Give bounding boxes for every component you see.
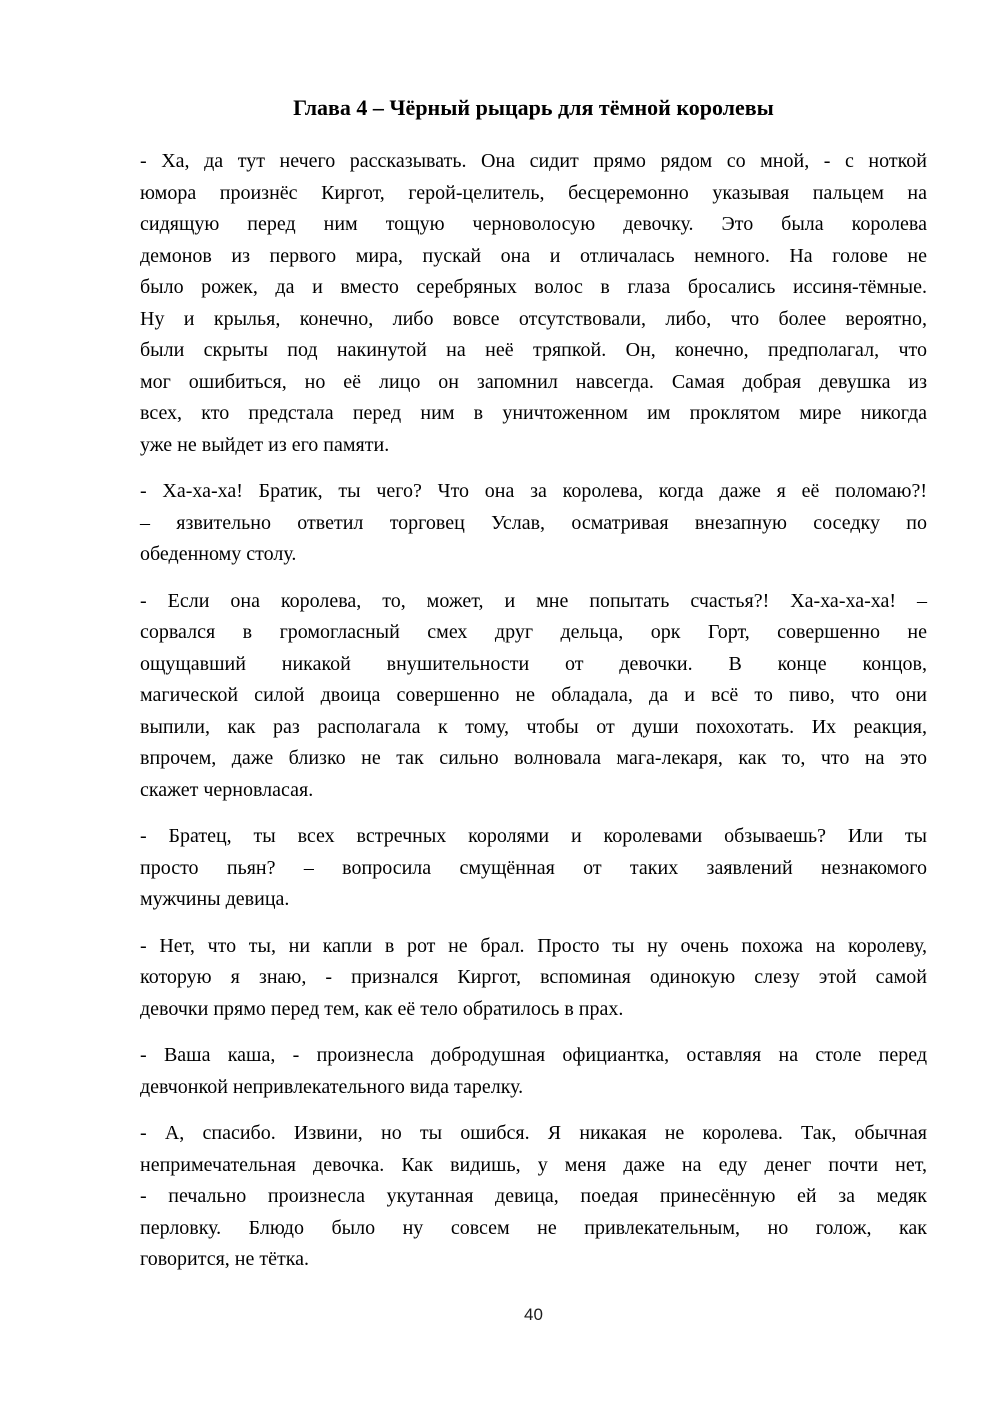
text-line: - Ха-ха-ха! Братик, ты чего? Что она за королева, когда даже я её поломаю?! <box>140 480 927 502</box>
text-line: уже не выйдет из его памяти. <box>140 433 390 456</box>
text-line: сорвался в громогласный смех друг дельца, орк Горт, совершенно не <box>140 621 927 643</box>
text-line: впрочем, даже близко не так сильно волновала мага-лекаря, как то, что на это <box>140 747 927 769</box>
text-line: девочки прямо перед тем, как её тело обратилось в прах. <box>140 997 624 1020</box>
text-line: - Ха, да тут нечего рассказывать. Она сидит прямо рядом со мной, - с ноткой <box>140 150 927 172</box>
text-line: – язвительно ответил торговец Услав, осматривая внезапную соседку по <box>140 511 927 534</box>
text-line: говорится, не тётка. <box>140 1248 310 1270</box>
text-line: было рожек, да и вместо серебряных волос в глаза бросались иссиня-тёмные. <box>140 276 927 298</box>
text-line: девчонкой непривлекательного вида тарелку. <box>140 1075 524 1098</box>
text-line: ощущавший никакой внушительности от девочки. В конце концов, <box>140 652 927 675</box>
paragraph <box>140 146 927 461</box>
chapter-title: Глава 4 – Чёрный рыцарь для тёмной королевы <box>293 95 774 120</box>
text-line: - А, спасибо. Извини, но ты ошибся. Я никакая не королева. Так, обычная <box>140 1122 927 1144</box>
text-line: - Братец, ты всех встречных королями и королевами обзываешь? Или ты <box>140 825 927 847</box>
text-line: - Если она королева, то, может, и мне попытать счастья?! Ха-ха-ха-ха! – <box>140 589 927 612</box>
paragraph <box>140 586 927 807</box>
text-line: - Ваша каша, - произнесла добродушная официантка, оставляя на столе перед <box>140 1044 927 1066</box>
page-number: 40 <box>524 1305 543 1324</box>
paragraph <box>140 1118 927 1276</box>
text-line: мужчины девица. <box>140 888 290 910</box>
text-line: скажет черновласая. <box>140 778 314 801</box>
text-line: перловку. Блюдо было ну совсем не привлекательным, но голож, как <box>140 1216 927 1239</box>
text-block <box>140 94 927 1291</box>
text-line: магической силой двоица совершенно не обладала, да и всё то пиво, что они <box>140 684 927 706</box>
text-line: мог ошибиться, но её лицо он запомнил навсегда. Самая добрая девушка из <box>140 370 927 393</box>
text-line: выпили, как раз располагала к тому, чтобы от души похохотать. Их реакция, <box>140 715 927 738</box>
paragraph <box>140 821 927 916</box>
text-line: Ну и крылья, конечно, либо вовсе отсутствовали, либо, что более вероятно, <box>140 307 927 330</box>
text-line: демонов из первого мира, пускай она и отличалась немного. На голове не <box>140 244 927 267</box>
paragraph <box>140 931 927 1026</box>
paragraph <box>140 476 927 571</box>
text-line: обеденному столу. <box>140 543 297 565</box>
text-line: просто пьян? – вопросила смущённая от таких заявлений незнакомого <box>140 856 927 879</box>
text-line: всех, кто предстала перед ним в уничтоженном им проклятом мире никогда <box>140 402 927 424</box>
body-text <box>140 146 927 1276</box>
text-line: юмора произнёс Киргот, герой-целитель, бесцеремонно указывая пальцем на <box>140 181 927 204</box>
text-line: - Нет, что ты, ни капли в рот не брал. Просто ты ну очень похожа на королеву, <box>140 934 927 957</box>
paragraph <box>140 1040 927 1103</box>
text-line: которую я знаю, - признался Киргот, вспоминая одинокую слезу этой самой <box>140 966 927 988</box>
text-line: сидящую перед ним тощую черноволосую девочку. Это была королева <box>140 213 927 235</box>
text-line: непримечательная девочка. Как видишь, у меня даже на еду денег почти нет, <box>140 1153 927 1176</box>
text-line: были скрыты под накинутой на неё тряпкой. Он, конечно, предполагал, что <box>140 339 927 361</box>
text-line: - печально произнесла укутанная девица, поедая принесённую ей за медяк <box>140 1185 927 1207</box>
